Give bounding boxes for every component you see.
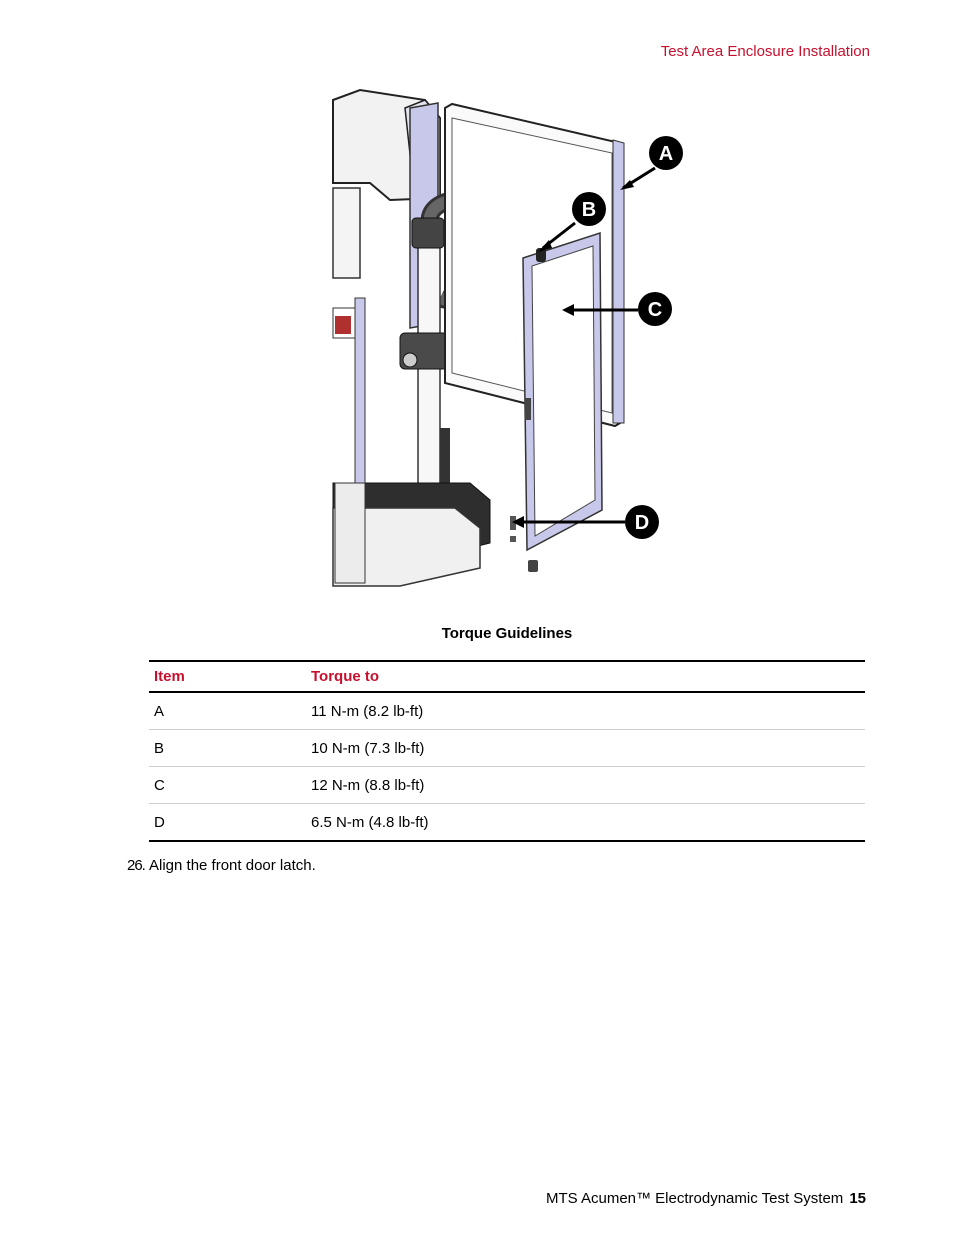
torque-cell: 12 N-m (8.8 lb-ft) <box>306 767 865 804</box>
table-row <box>149 767 865 804</box>
torque-cell: 11 N-m (8.2 lb-ft) <box>306 692 865 730</box>
page-number: 15 <box>849 1190 866 1207</box>
table-caption: Torque Guidelines <box>441 625 573 642</box>
item-cell: C <box>149 767 306 804</box>
table-header-row <box>149 661 865 692</box>
page-header-title: Test Area Enclosure Installation <box>660 43 870 60</box>
item-cell: D <box>149 804 306 842</box>
torque-guidelines-table <box>149 660 865 842</box>
procedure-step <box>127 857 316 874</box>
svg-text:D: D <box>634 512 650 534</box>
item-cell: B <box>149 730 306 767</box>
step-number: 26. <box>127 857 145 874</box>
enclosure-installation-figure <box>330 88 690 588</box>
column-header-item: Item <box>149 661 306 692</box>
callout-A <box>620 136 683 190</box>
step-text: Align the front door latch. <box>149 857 316 874</box>
page-footer <box>546 1190 866 1207</box>
table-row <box>149 804 865 842</box>
table-row <box>149 730 865 767</box>
torque-cell: 6.5 N-m (4.8 lb-ft) <box>306 804 865 842</box>
footer-product-name: MTS Acumen™ Electrodynamic Test System <box>545 1190 844 1207</box>
enclosure-illustration <box>330 88 690 588</box>
svg-text:C: C <box>647 299 663 321</box>
column-header-torque: Torque to <box>306 661 865 692</box>
item-cell: A <box>149 692 306 730</box>
svg-text:A: A <box>658 143 674 165</box>
svg-text:B: B <box>581 199 597 221</box>
table-row <box>149 692 865 730</box>
torque-cell: 10 N-m (7.3 lb-ft) <box>306 730 865 767</box>
